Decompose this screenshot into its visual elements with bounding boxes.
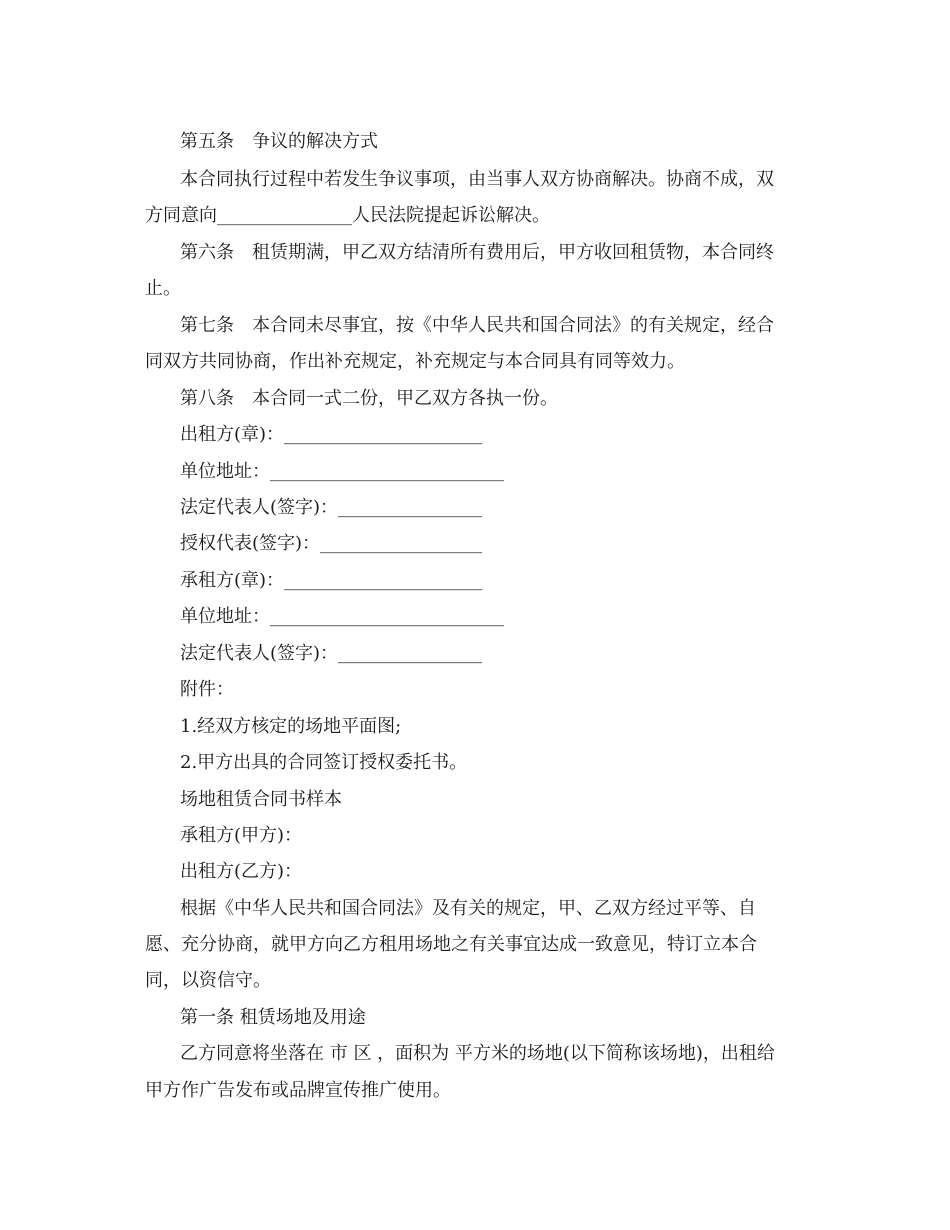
attachment-2: 2.甲方出具的合同签订授权委托书。 xyxy=(180,752,468,773)
attachments-heading: 附件： xyxy=(180,679,234,700)
article-5-text-line-2: 方同意向_______________人民法院提起诉讼解决。 xyxy=(145,205,550,226)
lessee-legal-rep-field: 法定代表人(签字)：________________ xyxy=(180,643,483,664)
article-7-line-2: 同双方共同协商，作出补充规定，补充规定与本合同具有同等效力。 xyxy=(145,351,685,372)
preamble-line-1: 根据《中华人民共和国合同法》及有关的规定，甲、乙双方经过平等、自 xyxy=(180,898,756,919)
lessee-address-field: 单位地址：__________________________ xyxy=(180,606,504,627)
article-6-line-2: 止。 xyxy=(145,278,181,299)
article-5-text-line-1: 本合同执行过程中若发生争议事项，由当事人双方协商解决。协商不成，双 xyxy=(180,169,774,190)
article-1-text-line-1: 乙方同意将坐落在 市 区 ，面积为 平方米的场地(以下简称该场地)，出租给 xyxy=(180,1043,775,1064)
lessee-seal-field: 承租方(章)：______________________ xyxy=(180,570,483,591)
preamble-line-2: 愿、充分协商，就甲方向乙方租用场地之有关事宜达成一致意见，特订立本合 xyxy=(145,934,757,955)
article-8-line: 第八条 本合同一式二份，甲乙双方各执一份。 xyxy=(180,388,558,409)
party-b-line: 出租方(乙方)： xyxy=(180,861,303,882)
authorized-rep-field: 授权代表(签字)：__________________ xyxy=(180,533,483,554)
sample-contract-title: 场地租赁合同书样本 xyxy=(180,789,342,810)
article-5-heading: 第五条 争议的解决方式 xyxy=(180,131,378,152)
lessor-address-field: 单位地址：__________________________ xyxy=(180,461,504,482)
attachment-1: 1.经双方核定的场地平面图; xyxy=(180,716,402,737)
lessor-seal-field: 出租方(章)：______________________ xyxy=(180,424,483,445)
lessor-legal-rep-field: 法定代表人(签字)：________________ xyxy=(180,497,483,518)
party-a-line: 承租方(甲方)： xyxy=(180,825,303,846)
article-1-heading: 第一条 租赁场地及用途 xyxy=(180,1007,366,1028)
article-7-line-1: 第七条 本合同未尽事宜，按《中华人民共和国合同法》的有关规定，经合 xyxy=(180,315,774,336)
preamble-line-3: 同，以资信守。 xyxy=(145,970,271,991)
article-1-text-line-2: 甲方作广告发布或品牌宣传推广使用。 xyxy=(145,1080,451,1101)
article-6-line-1: 第六条 租赁期满，甲乙双方结清所有费用后，甲方收回租赁物，本合同终 xyxy=(180,242,774,263)
